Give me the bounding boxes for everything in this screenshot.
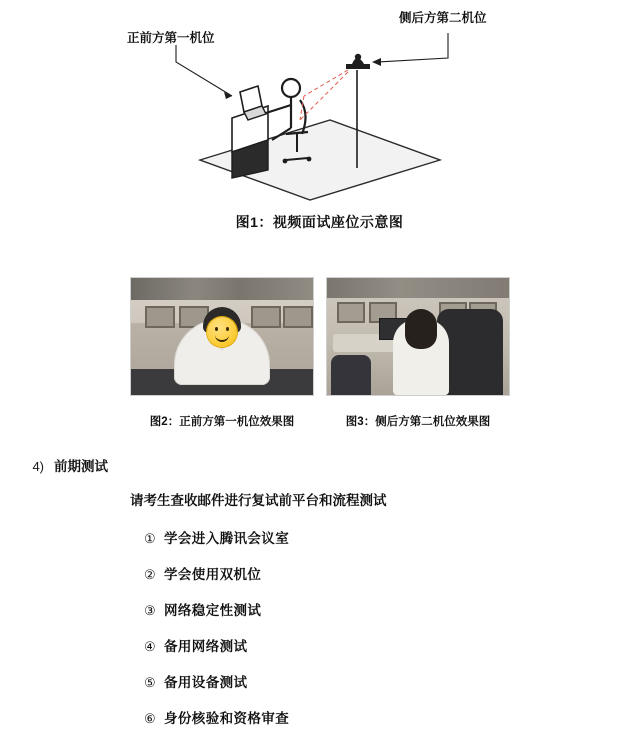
person-head (282, 79, 300, 97)
list-item (144, 599, 639, 619)
section-number: 4) (32, 459, 44, 474)
list-item-label: 学会使用双机位 (164, 567, 262, 582)
list-item-label: 备用网络测试 (164, 639, 248, 654)
list-marker: ⑤ (144, 675, 156, 690)
leader-arrow-right (372, 58, 381, 66)
list-marker: ② (144, 567, 156, 582)
list-item (144, 707, 639, 727)
tripod-head (346, 64, 370, 69)
smiley-mouth-icon (215, 333, 229, 342)
smiley-face-icon (207, 317, 237, 347)
section-heading (0, 455, 639, 475)
list-marker: ① (144, 531, 156, 546)
wall-frame (337, 302, 365, 323)
list-item (144, 671, 639, 691)
photo-captions (130, 413, 510, 431)
list-item (144, 635, 639, 655)
list-marker: ③ (144, 603, 156, 618)
smiley-eye-icon (215, 327, 218, 331)
label-rear-camera: 侧后方第二机位 (399, 11, 487, 25)
person-hair (405, 309, 437, 349)
side-chair (331, 355, 371, 395)
wall-frame (283, 306, 313, 328)
wall-stripe (327, 278, 509, 298)
figure-photos (130, 277, 510, 412)
section-content (0, 455, 639, 743)
list-item-label: 身份核验和资格审查 (164, 711, 290, 726)
list-marker: ④ (144, 639, 156, 654)
wall-frame (145, 306, 175, 328)
label-front-camera: 正前方第一机位 (127, 31, 215, 45)
list-item (144, 527, 639, 547)
list-item-label: 学会进入腾讯会议室 (164, 531, 290, 546)
figure1-caption: 图1：视频面试座位示意图 (235, 214, 404, 230)
photo-front-camera (130, 277, 314, 396)
chair-wheel (283, 159, 288, 164)
list-item-label: 备用设备测试 (164, 675, 248, 690)
wall-frame (251, 306, 281, 328)
camera-lens-icon (355, 54, 361, 60)
list-marker: ⑥ (144, 711, 156, 726)
leader-line-left (176, 45, 232, 96)
fov-line (300, 72, 348, 120)
list-item (144, 563, 639, 583)
section-title: 前期测试 (54, 459, 108, 474)
wall-stripe (131, 278, 313, 300)
chair-wheel (307, 157, 312, 162)
photo-rear-camera (326, 277, 510, 396)
seating-diagram (0, 0, 639, 245)
smiley-eye-icon (226, 327, 229, 331)
list-item-label: 网络稳定性测试 (164, 603, 262, 618)
section-paragraph: 请考生查收邮件进行复试前平台和流程测试 (130, 493, 387, 508)
person-arm (266, 105, 291, 113)
figure3-caption: 图3：侧后方第二机位效果图 (345, 416, 491, 428)
fov-line (304, 70, 348, 96)
section-item-list (144, 527, 639, 727)
figure2-caption: 图2：正前方第一机位效果图 (149, 416, 295, 428)
leader-line-right (378, 33, 448, 62)
